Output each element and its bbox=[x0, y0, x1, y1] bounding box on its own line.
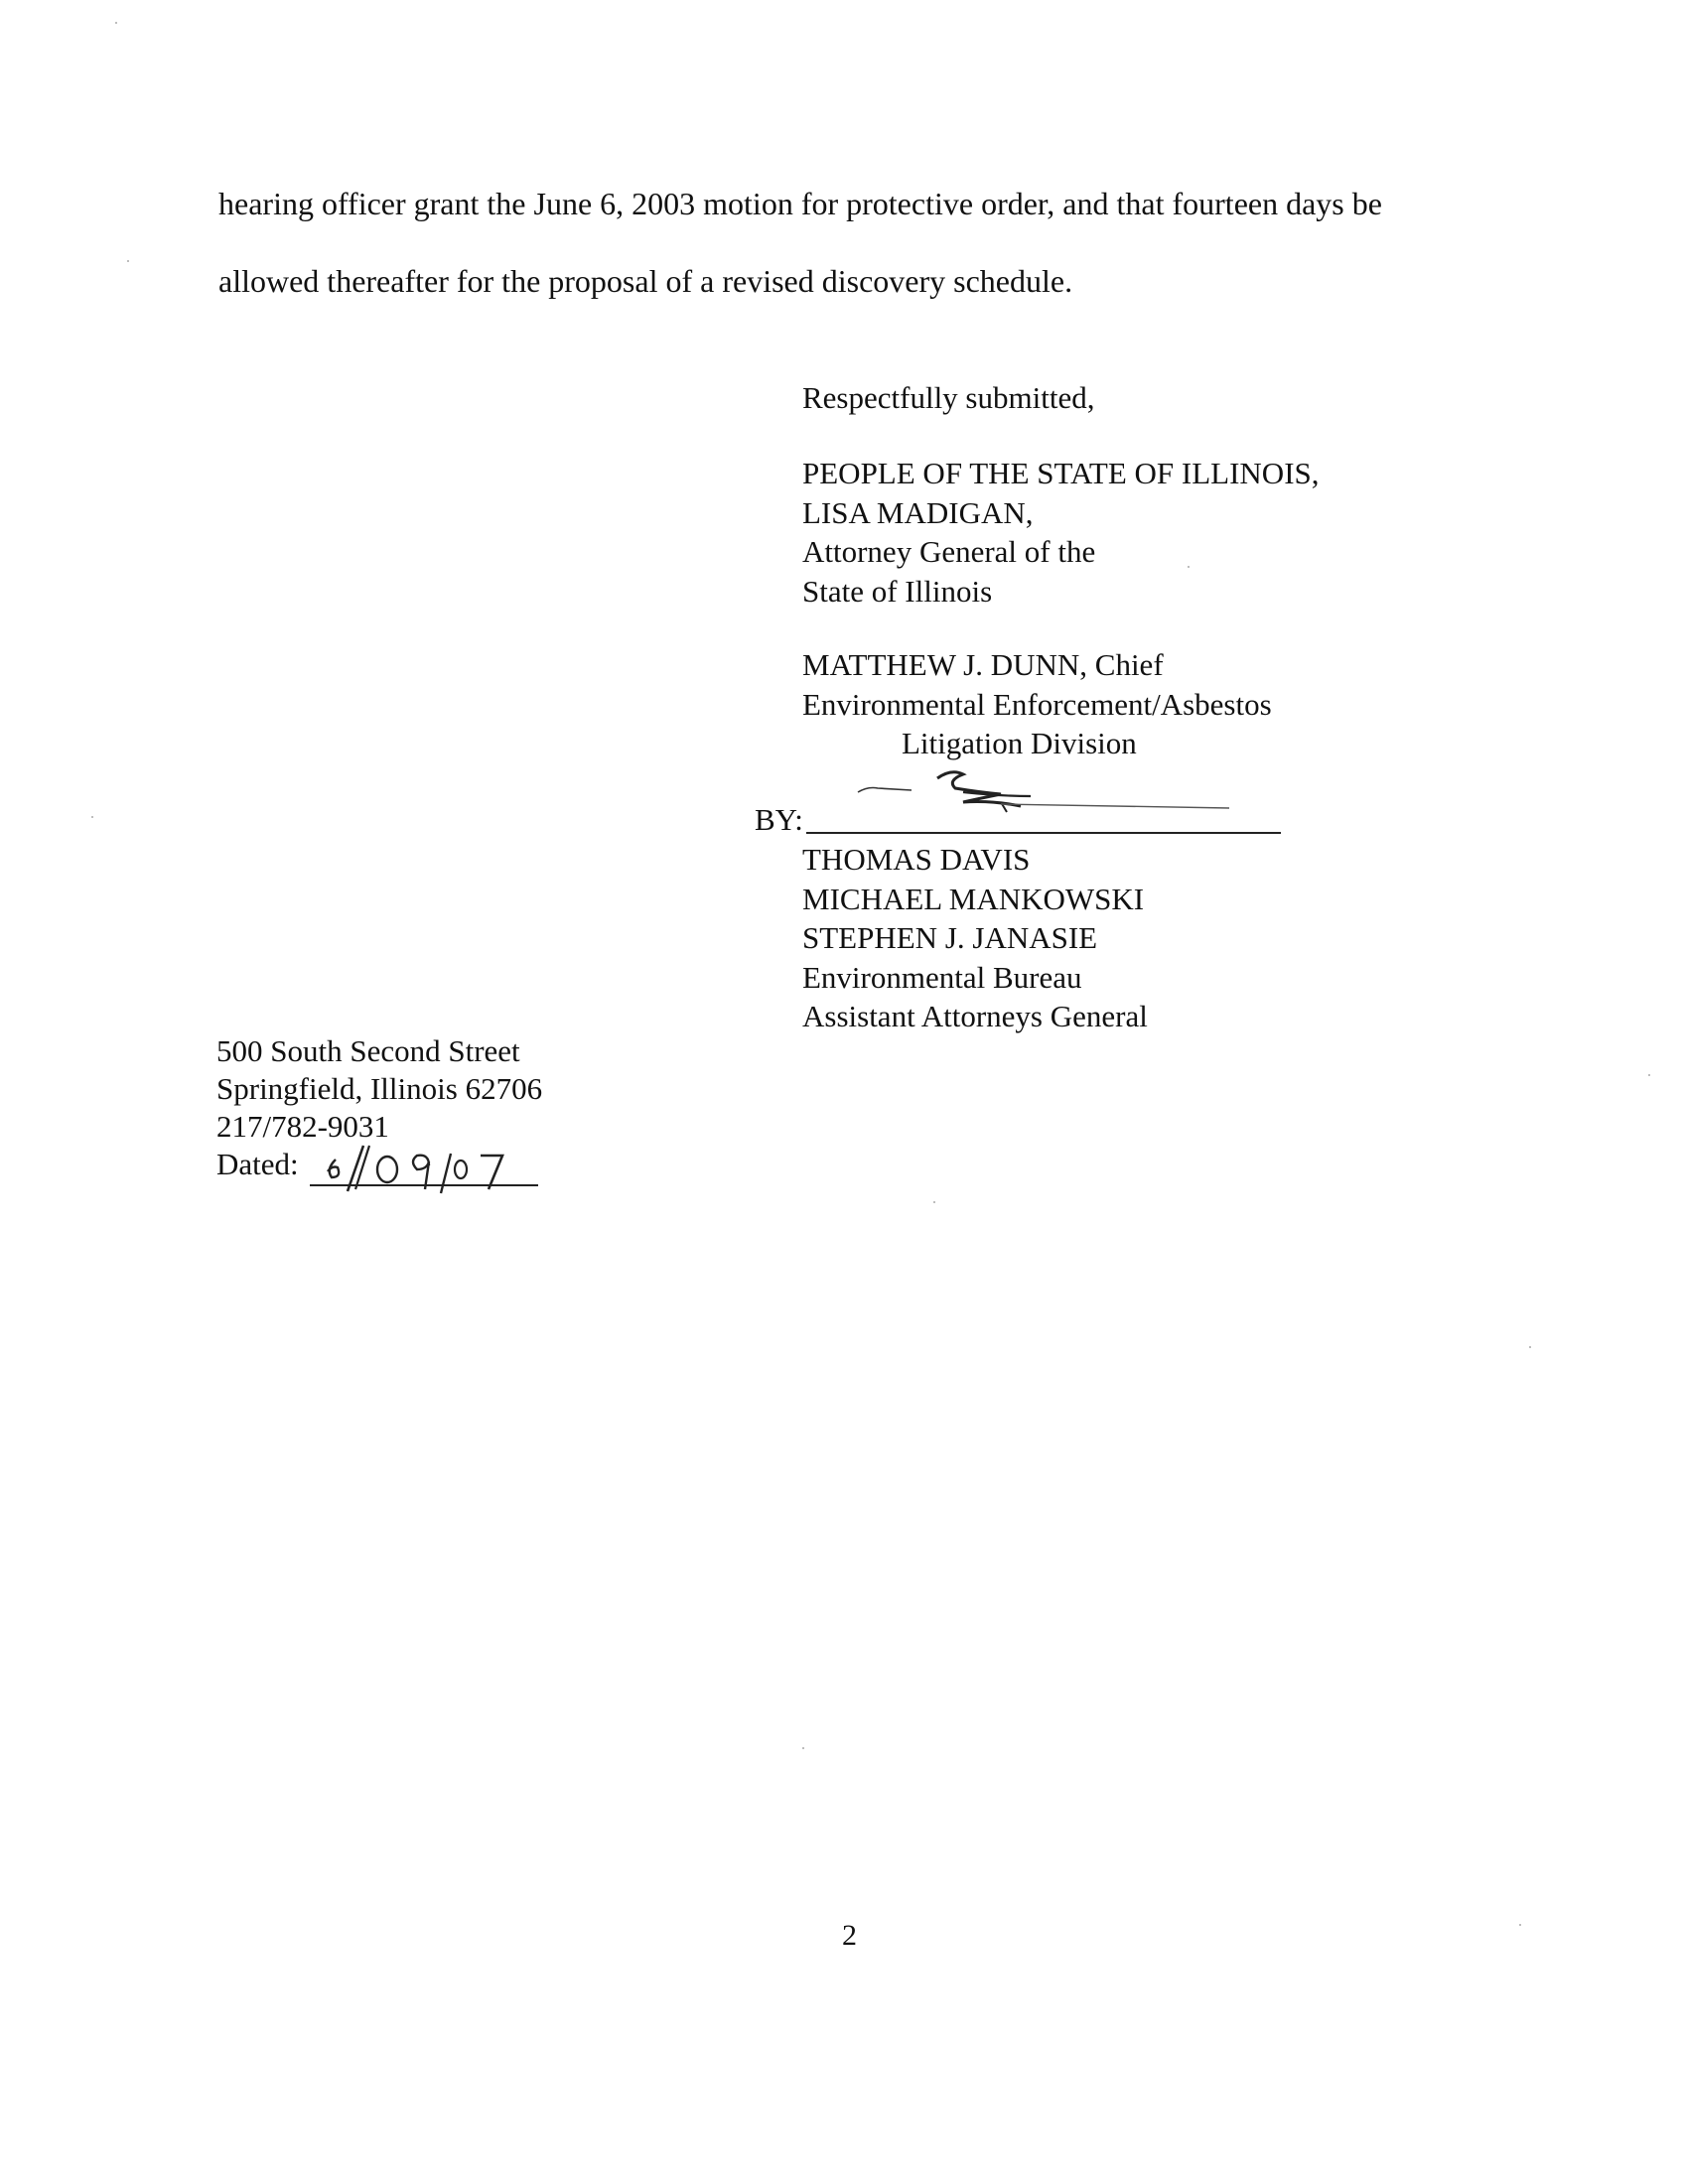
handwritten-signature bbox=[852, 766, 1229, 826]
signature-line bbox=[806, 832, 1281, 834]
scan-speck bbox=[115, 22, 117, 24]
signer-line-1: THOMAS DAVIS bbox=[802, 842, 1031, 877]
signer-line-4: Environmental Bureau bbox=[802, 959, 1082, 995]
signer-line-3: STEPHEN J. JANASIE bbox=[802, 920, 1098, 955]
plaintiff-line-2: LISA MADIGAN, bbox=[802, 494, 1034, 530]
scan-speck bbox=[1188, 566, 1190, 568]
by-label: BY: bbox=[755, 802, 803, 837]
closing-text: Respectfully submitted, bbox=[802, 380, 1095, 415]
address-phone: 217/782-9031 bbox=[216, 1109, 389, 1144]
dated-line bbox=[310, 1184, 538, 1186]
paragraph-line-2: allowed thereafter for the proposal of a revised discovery schedule. bbox=[218, 263, 1073, 299]
address-city: Springfield, Illinois 62706 bbox=[216, 1071, 543, 1106]
address-street: 500 South Second Street bbox=[216, 1033, 520, 1068]
scan-speck bbox=[802, 1747, 804, 1749]
signer-line-5: Assistant Attorneys General bbox=[802, 999, 1148, 1033]
scan-speck bbox=[933, 1201, 935, 1203]
paragraph-line-1: hearing officer grant the June 6, 2003 motion for protective order, and that fourteen days be bbox=[218, 186, 1382, 221]
plaintiff-line-1: PEOPLE OF THE STATE OF ILLINOIS, bbox=[802, 456, 1320, 490]
signers-block bbox=[802, 840, 1148, 1036]
handwritten-date bbox=[318, 1140, 546, 1195]
scan-speck bbox=[1519, 1924, 1521, 1926]
page-number: 2 bbox=[842, 1919, 857, 1952]
plaintiff-line-3: Attorney General of the bbox=[802, 534, 1096, 569]
scan-speck bbox=[91, 816, 93, 818]
dated-label: Dated: bbox=[216, 1147, 299, 1181]
scan-speck bbox=[127, 260, 129, 262]
chief-line-1: MATTHEW J. DUNN, Chief bbox=[802, 647, 1164, 682]
chief-line-3: Litigation Division bbox=[902, 726, 1137, 760]
signer-line-2: MICHAEL MANKOWSKI bbox=[802, 881, 1145, 916]
scan-speck bbox=[1529, 1346, 1531, 1348]
plaintiff-line-4: State of Illinois bbox=[802, 573, 993, 609]
chief-line-2: Environmental Enforcement/Asbestos bbox=[802, 686, 1272, 722]
scan-speck bbox=[1648, 1074, 1650, 1076]
chief-block bbox=[802, 645, 1272, 763]
plaintiff-block bbox=[802, 454, 1320, 611]
